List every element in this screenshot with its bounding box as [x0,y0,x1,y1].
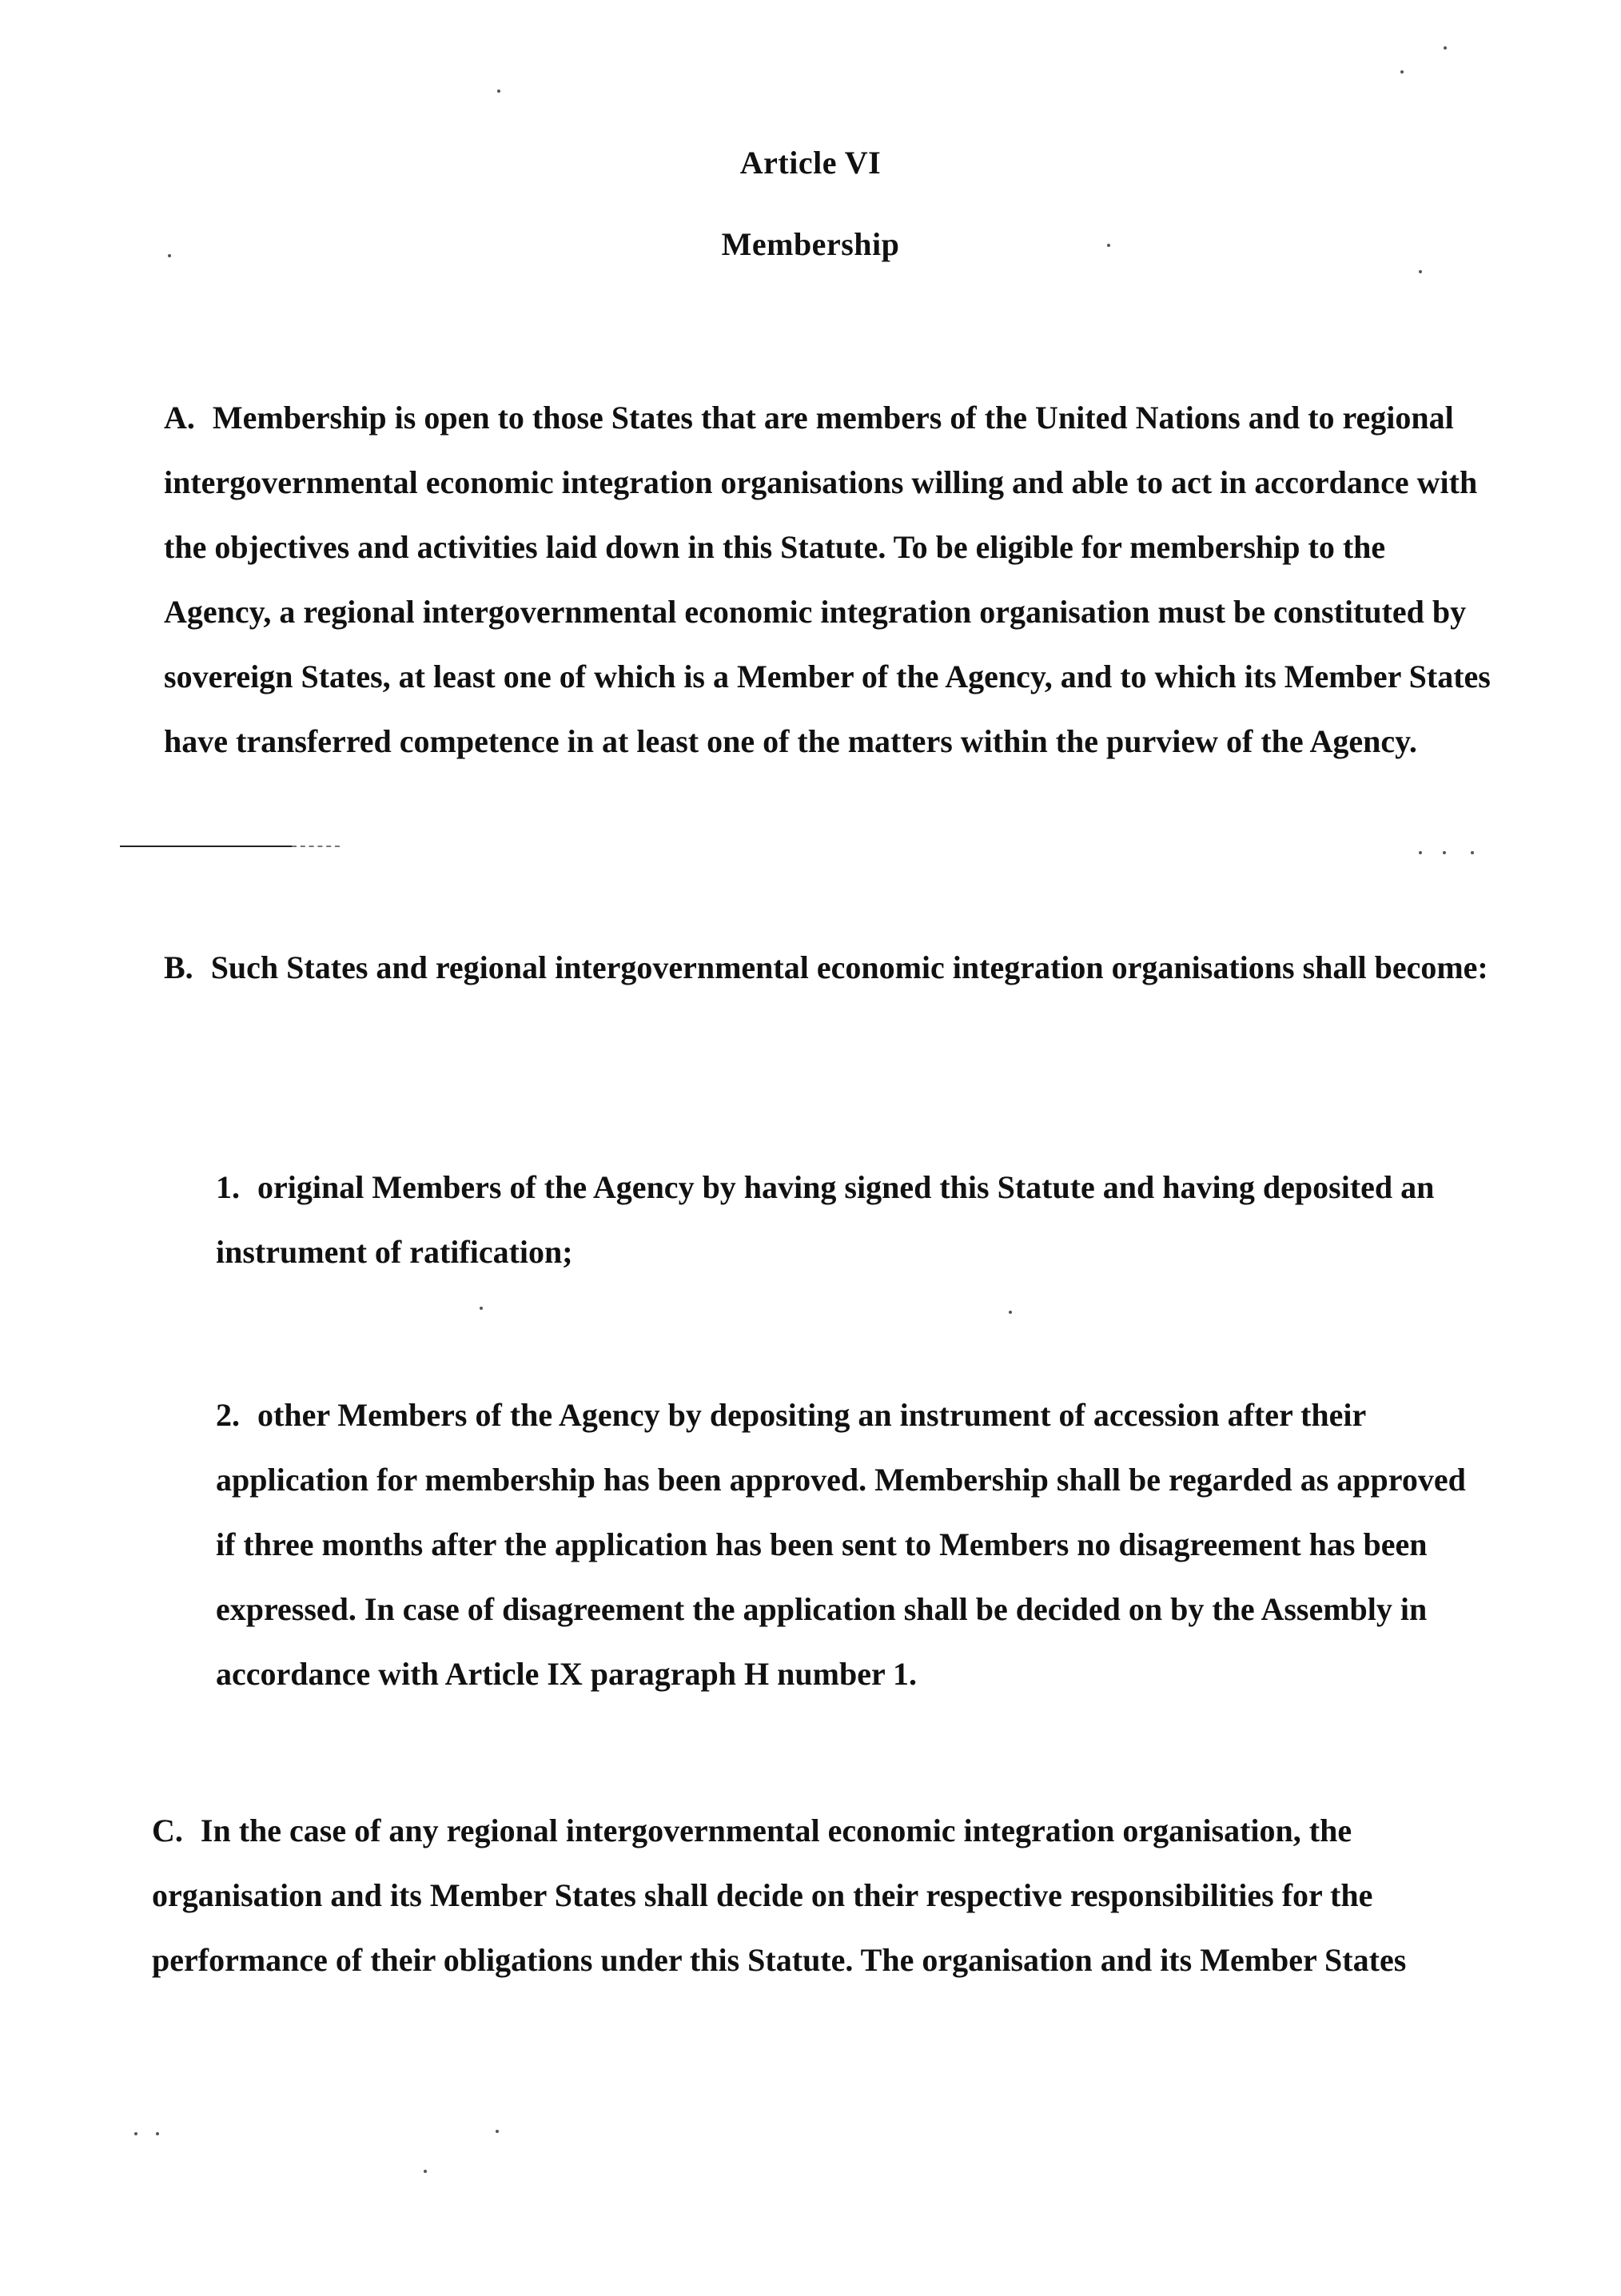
section-a-text: Membership is open to those States that are members of the United Nations and to regional intergovernmental economic integration organisations willing and able to act in accordance with the objectives and activities laid down in this Statute. To be eligible for membership to the Agency, a regional intergovernmental economic integration organisation must be constituted by sovereign States, at least one of which is a Member of the Agency, and to which its Member States have transferred competence in at least one of the matters within the purview of the Agency. [164,400,1491,759]
section-b-item-2-text: other Members of the Agency by depositing an instrument of accession after their application for membership has been approved. Membership shall be regarded as approved if three months after the application has been sent to Members no disagreement has been expressed. In case of disagreement the application shall be decided on by the Assembly in accordance with Article IX paragraph H number 1. [216,1397,1466,1692]
section-b-item-2-marker: 2. [216,1397,240,1433]
section-b-item-1-text: original Members of the Agency by having signed this Statute and having deposited an instrument of ratification; [216,1169,1435,1270]
section-b-text: Such States and regional intergovernmental economic integration organisations shall become: [210,949,1488,985]
scan-speck [168,254,171,257]
scan-speck [1419,270,1422,273]
article-subtitle: Membership [721,226,900,262]
scan-speck [424,2170,427,2173]
section-c-text: In the case of any regional intergovernmental economic integration organisation, the organisation and its Member States shall decide on their respective responsibilities for the performance of their obligations under this Statute. The organisation and its Member States [152,1813,1407,1978]
scan-speck [497,90,500,93]
section-b [164,935,1491,1000]
scan-speck [1400,70,1404,74]
section-c [152,1798,1495,1992]
article-title: Article VI [739,145,882,181]
section-b-item-1 [216,1155,1487,1284]
separator-rule-dashed [292,846,340,847]
separator-rule [120,846,292,847]
section-b-item-1-marker: 1. [216,1169,240,1205]
scan-speck [1443,851,1446,854]
scan-speck [480,1307,483,1310]
scan-speck [134,2132,137,2135]
section-a [164,385,1491,774]
section-a-marker: A. [164,400,195,436]
scan-speck [1107,244,1110,247]
scan-speck [496,2130,499,2133]
scan-speck [1444,46,1447,50]
section-c-marker: C. [152,1813,183,1848]
scan-speck [1419,851,1422,854]
scan-speck [1471,851,1474,854]
scan-speck [156,2132,159,2135]
section-b-marker: B. [164,949,193,985]
scan-speck [1009,1311,1012,1314]
section-b-item-2 [216,1383,1487,1706]
